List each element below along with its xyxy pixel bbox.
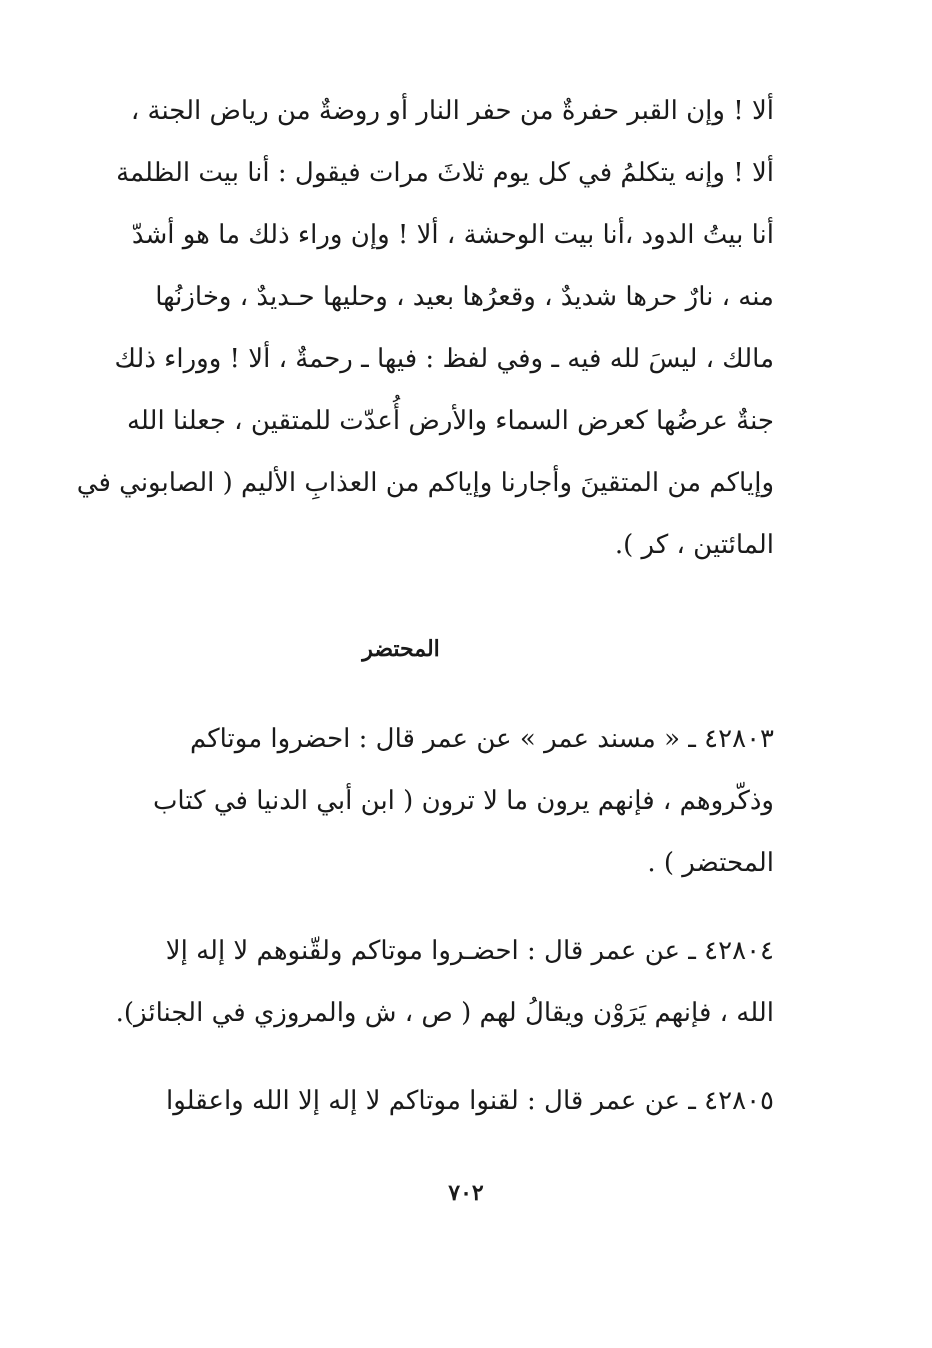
text-line: أنا بيتُ الدود ،أنا بيت الوحشة ، ألا ! وإن وراء ذلك ما هو أشدّ <box>131 220 774 250</box>
text-line: جنةٌ عرضُها كعرض السماء والأرض أُعدّت للمتقين ، جعلنا الله <box>126 406 774 436</box>
text-line: ٤٢٨٠٣ ـ « مسند عمر » عن عمر قال : احضروا موتاكم <box>189 724 774 754</box>
text-line: ألا ! وإنه يتكلمُ في كل يوم ثلاثَ مرات فيقول : أنا بيت الظلمة <box>116 158 774 188</box>
text-line: ٤٢٨٠٤ ـ عن عمر قال : احضـروا موتاكم ولقّنوهم لا إله إلا <box>165 936 774 966</box>
text-line: ألا ! وإن القبر حفرةٌ من حفر النار أو روضةٌ من رياض الجنة ، <box>130 96 774 126</box>
text-line: وذكّروهم ، فإنهم يرون ما لا ترون ( ابن أبي الدنيا في كتاب <box>152 786 774 816</box>
intro-paragraph <box>58 80 774 576</box>
text-line: الله ، فإنهم يَرَوْن ويقالُ لهم ( ص ، ش والمروزي في الجنائز). <box>115 998 774 1028</box>
text-line: المائتين ، كر ). <box>614 530 774 560</box>
text-line: وإياكم من المتقينَ وأجارنا وإياكم من العذابِ الأليم ( الصابوني في <box>76 468 774 498</box>
page-body <box>58 80 774 1158</box>
text-line: مالك ، ليسَ لله فيه ـ وفي لفظ : فيها ـ رحمةٌ ، ألا ! ووراء ذلك <box>114 344 774 374</box>
section-heading: المحتضر <box>362 636 440 662</box>
page-number: ٧٠٢ <box>448 1180 484 1206</box>
text-line: ٤٢٨٠٥ ـ عن عمر قال : لقنوا موتاكم لا إله إلا الله واعقلوا <box>166 1086 774 1116</box>
hadith-entry-42803 <box>58 708 774 894</box>
hadith-entry-42804 <box>58 920 774 1044</box>
text-line: المحتضر ) . <box>647 848 774 878</box>
hadith-entry-42805 <box>58 1070 774 1132</box>
text-line: منه ، نارٌ حرها شديدٌ ، وقعرُها بعيد ، وحليها حـديدٌ ، وخازنُها <box>155 282 774 312</box>
